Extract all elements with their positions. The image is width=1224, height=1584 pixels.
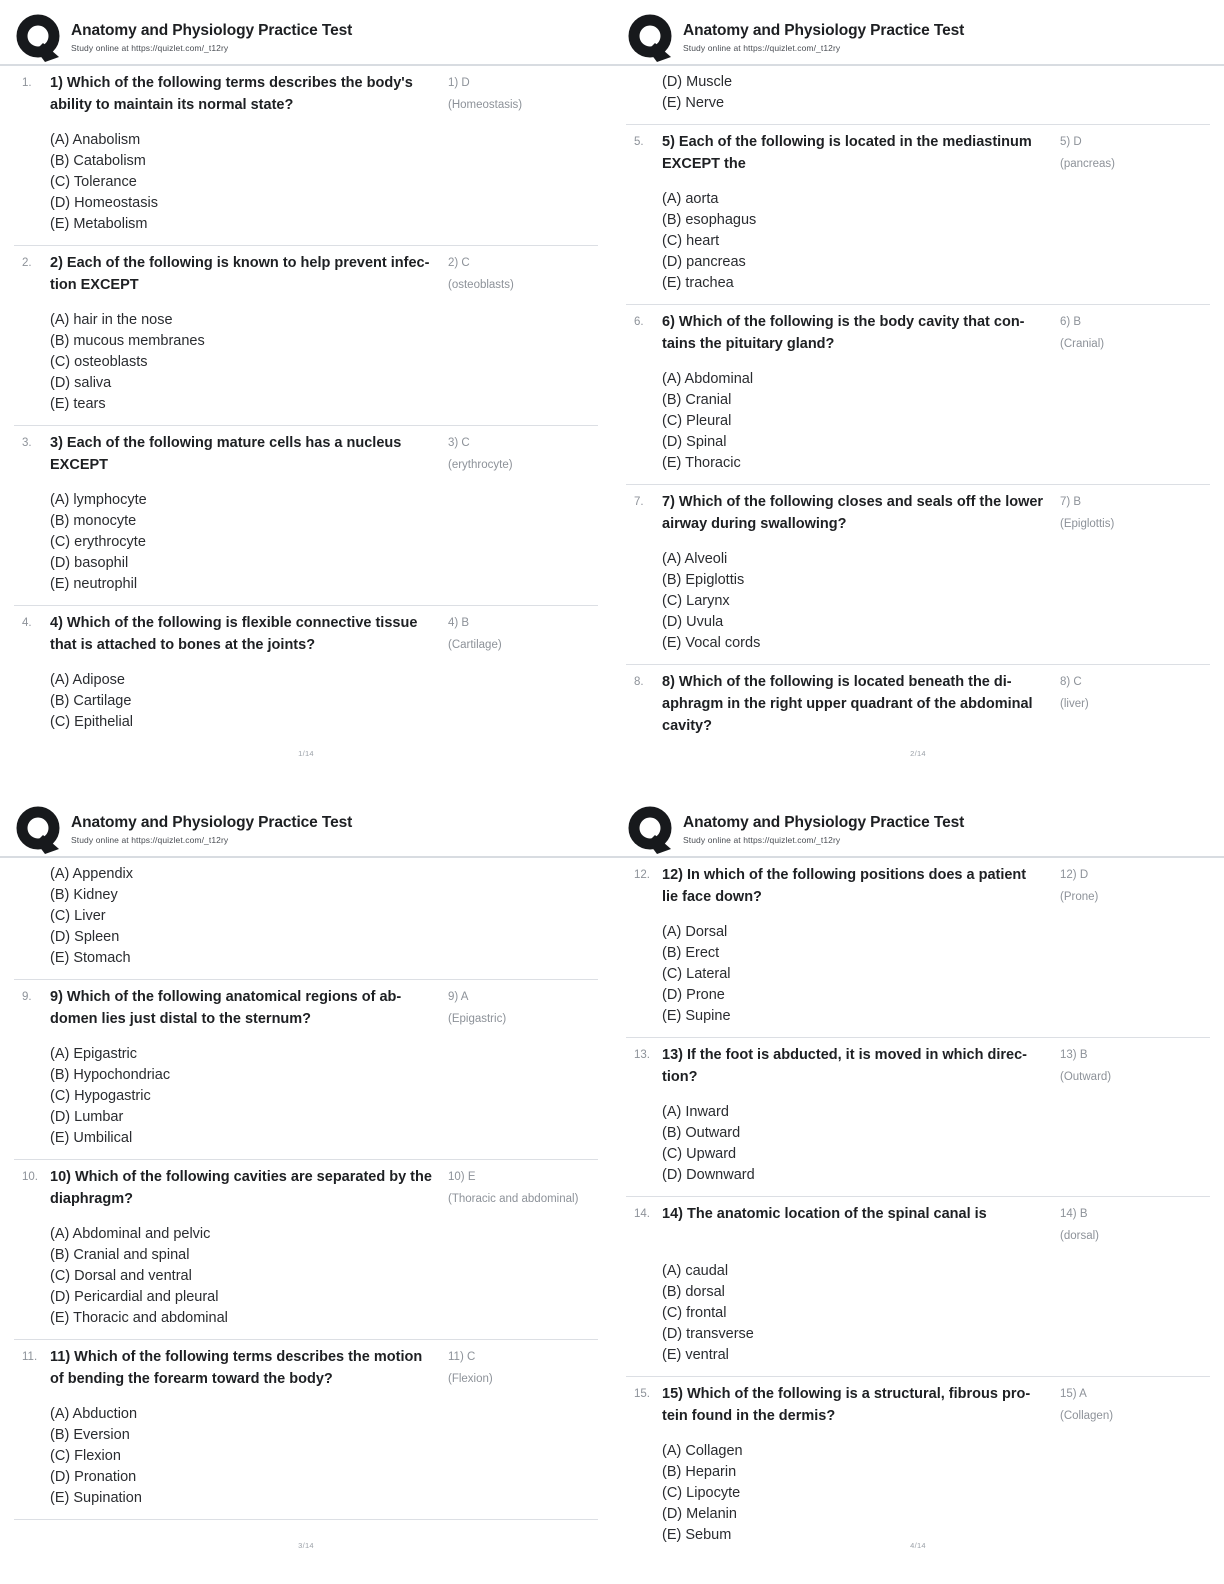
page-content <box>612 858 1224 1556</box>
question-margin-number: 1. <box>22 77 32 89</box>
answer-note: (pancreas) <box>1060 158 1115 170</box>
question-margin-number: 15. <box>634 1388 650 1400</box>
option-line: (B) Outward <box>662 1125 741 1141</box>
options-list <box>662 922 1058 1027</box>
question-margin-number: 6. <box>634 316 644 328</box>
answer-letter: 15) A <box>1060 1388 1087 1400</box>
answer-key <box>1058 311 1210 355</box>
answer-note: (Collagen) <box>1060 1410 1114 1422</box>
option-line: (D) Pericardial and pleural <box>50 1289 219 1305</box>
answer-note: (liver) <box>1060 698 1089 710</box>
question-block <box>14 425 598 605</box>
options-list <box>50 1224 446 1329</box>
option-line: (E) Umbilical <box>50 1130 133 1146</box>
question-block <box>14 1339 598 1519</box>
option-line: (E) trachea <box>662 275 734 291</box>
question-margin-number: 13. <box>634 1049 650 1061</box>
options-list <box>662 72 1058 114</box>
option-line: (E) Metabolism <box>50 216 148 232</box>
option-line: (B) Heparin <box>662 1464 737 1480</box>
option-line: (A) Appendix <box>50 866 134 882</box>
question-text <box>50 1346 446 1390</box>
page-1 <box>0 0 612 792</box>
question-text <box>50 612 446 656</box>
option-line: (C) Liver <box>50 908 106 924</box>
question-text-line: cavity? <box>662 718 712 734</box>
option-line: (A) Alveoli <box>662 551 728 567</box>
options-list <box>662 189 1058 294</box>
option-line: (D) saliva <box>50 375 112 391</box>
options-list <box>50 864 446 969</box>
option-line: (E) Supination <box>50 1490 142 1506</box>
question-text-line: 9) Which of the following anatomical regions of ab- <box>50 989 402 1005</box>
question-margin-number: 3. <box>22 437 32 449</box>
question-margin-number: 2. <box>22 257 32 269</box>
option-line: (C) Flexion <box>50 1448 121 1464</box>
option-line: (B) Cranial <box>662 392 732 408</box>
option-line: (B) dorsal <box>662 1284 725 1300</box>
option-line: (C) Tolerance <box>50 174 137 190</box>
continuation-block <box>14 858 598 979</box>
answer-note: (Homeostasis) <box>448 99 523 111</box>
page-number: 4/14 <box>910 1541 926 1550</box>
answer-note: (Cranial) <box>1060 338 1105 350</box>
page-4 <box>612 792 1224 1584</box>
option-line: (C) Pleural <box>662 413 732 429</box>
practice-test-title: Anatomy and Physiology Practice Test <box>71 22 353 39</box>
option-line: (C) Lipocyte <box>662 1485 741 1501</box>
question-text <box>662 1383 1058 1427</box>
study-online-link[interactable]: Study online at https://quizlet.com/_t12ry <box>71 43 229 53</box>
option-line: (E) Thoracic <box>662 455 741 471</box>
option-line: (E) Supine <box>662 1008 731 1024</box>
answer-note: (dorsal) <box>1060 1230 1099 1242</box>
question-block <box>14 605 598 743</box>
option-line: (E) neutrophil <box>50 576 138 592</box>
question-text <box>662 864 1058 908</box>
question-text <box>50 1166 446 1210</box>
option-line: (C) erythrocyte <box>50 534 146 550</box>
question-text-line: of bending the forearm toward the body? <box>50 1371 333 1387</box>
question-text <box>662 131 1058 175</box>
question-text <box>662 1203 1058 1247</box>
quizlet-q-logo-icon <box>14 806 62 854</box>
option-line: (D) Uvula <box>662 614 724 630</box>
option-line: (B) esophagus <box>662 212 757 228</box>
study-online-link[interactable]: Study online at https://quizlet.com/_t12ry <box>683 43 841 53</box>
answer-key <box>446 1166 598 1210</box>
question-margin-number: 7. <box>634 496 644 508</box>
option-line: (B) Erect <box>662 945 720 961</box>
question-text-line: tein found in the dermis? <box>662 1408 836 1424</box>
page-header <box>612 14 1224 66</box>
answer-letter: 1) D <box>448 77 470 89</box>
option-line: (E) Thoracic and abdominal <box>50 1310 228 1326</box>
question-text-line: EXCEPT the <box>662 156 746 172</box>
answer-note: (Flexion) <box>448 1373 493 1385</box>
page-3 <box>0 792 612 1584</box>
option-line: (C) Lateral <box>662 966 731 982</box>
answer-note: (osteoblasts) <box>448 279 514 291</box>
option-line: (A) hair in the nose <box>50 312 173 328</box>
options-list <box>662 1441 1058 1546</box>
question-margin-number: 12. <box>634 869 650 881</box>
question-text-line: 10) Which of the following cavities are separated by the <box>50 1169 432 1185</box>
question-block <box>626 1037 1210 1196</box>
question-text <box>50 72 446 116</box>
option-line: (E) Stomach <box>50 950 131 966</box>
option-line: (A) Abduction <box>50 1406 138 1422</box>
answer-key <box>1058 491 1210 535</box>
option-line: (A) Abdominal and pelvic <box>50 1226 211 1242</box>
question-block <box>14 1159 598 1339</box>
page-content <box>0 66 612 743</box>
answer-letter: 6) B <box>1060 316 1082 328</box>
option-line: (A) aorta <box>662 191 719 207</box>
question-text <box>662 1044 1058 1088</box>
question-text-line: 5) Each of the following is located in the mediastinum <box>662 134 1032 150</box>
answer-key <box>1058 1383 1210 1427</box>
question-block <box>626 664 1210 747</box>
question-text <box>50 432 446 476</box>
question-text-line: tion? <box>662 1069 698 1085</box>
page-header <box>0 14 612 66</box>
page-number: 2/14 <box>910 749 926 758</box>
options-list <box>50 130 446 235</box>
practice-test-title: Anatomy and Physiology Practice Test <box>683 22 965 39</box>
option-line: (D) Melanin <box>662 1506 737 1522</box>
question-text-line: 4) Which of the following is flexible connective tissue <box>50 615 418 631</box>
quizlet-q-logo-icon <box>14 14 62 62</box>
answer-key <box>1058 1203 1210 1247</box>
answer-letter: 12) D <box>1060 869 1089 881</box>
question-text-line: 13) If the foot is abducted, it is moved in which direc- <box>662 1047 1027 1063</box>
question-text <box>662 671 1058 737</box>
answer-letter: 3) C <box>448 437 470 449</box>
answer-key <box>446 252 598 296</box>
answer-letter: 2) C <box>448 257 470 269</box>
page-number: 1/14 <box>298 749 314 758</box>
answer-letter: 10) E <box>448 1171 476 1183</box>
question-block <box>626 1376 1210 1556</box>
options-list <box>662 369 1058 474</box>
option-line: (B) mucous membranes <box>50 333 205 349</box>
option-line: (E) Sebum <box>662 1527 732 1543</box>
answer-note: (Epigastric) <box>448 1013 507 1025</box>
option-line: (E) Vocal cords <box>662 635 761 651</box>
page-content <box>612 66 1224 747</box>
question-margin-number: 14. <box>634 1208 650 1220</box>
question-text-line: 7) Which of the following closes and seals off the lower <box>662 494 1044 510</box>
answer-letter: 13) B <box>1060 1049 1088 1061</box>
answer-key <box>446 612 598 656</box>
page-header <box>612 806 1224 858</box>
option-line: (A) Dorsal <box>662 924 728 940</box>
option-line: (A) Abdominal <box>662 371 754 387</box>
question-text-line: 8) Which of the following is located beneath the di- <box>662 674 1012 690</box>
answer-key <box>446 1346 598 1390</box>
question-block <box>14 245 598 425</box>
question-margin-number: 10. <box>22 1171 38 1183</box>
question-text-line: 3) Each of the following mature cells has a nucleus <box>50 435 402 451</box>
page-header <box>0 806 612 858</box>
option-line: (A) Collagen <box>662 1443 743 1459</box>
question-text-line: tion EXCEPT <box>50 277 139 293</box>
answer-note: (Outward) <box>1060 1071 1112 1083</box>
answer-key <box>1058 131 1210 175</box>
answer-key <box>1058 671 1210 737</box>
option-line: (B) Hypochondriac <box>50 1067 171 1083</box>
answer-note: (erythrocyte) <box>448 459 513 471</box>
question-text <box>50 986 446 1030</box>
option-line: (D) Lumbar <box>50 1109 124 1125</box>
practice-test-title: Anatomy and Physiology Practice Test <box>683 814 965 831</box>
option-line: (D) Muscle <box>662 74 733 90</box>
options-list <box>662 549 1058 654</box>
page-number: 3/14 <box>298 1541 314 1550</box>
page-2 <box>612 0 1224 792</box>
option-line: (D) Spleen <box>50 929 120 945</box>
question-text-line: domen lies just distal to the sternum? <box>50 1011 312 1027</box>
answer-letter: 9) A <box>448 991 469 1003</box>
answer-letter: 11) C <box>448 1351 476 1363</box>
option-line: (D) transverse <box>662 1326 754 1342</box>
quizlet-q-logo-icon <box>626 806 674 854</box>
question-text-line: tains the pituitary gland? <box>662 336 835 352</box>
question-text-line: 1) Which of the following terms describes the body's <box>50 75 413 91</box>
question-text-line: EXCEPT <box>50 457 109 473</box>
question-text-line: airway during swallowing? <box>662 516 847 532</box>
option-line: (E) Nerve <box>662 95 725 111</box>
trailing-divider <box>14 1519 598 1520</box>
answer-note: (Epiglottis) <box>1060 518 1115 530</box>
question-block <box>626 1196 1210 1376</box>
option-line: (B) Cartilage <box>50 693 132 709</box>
answer-key <box>446 986 598 1030</box>
question-text-line: 12) In which of the following positions does a patient <box>662 867 1027 883</box>
answer-letter: 8) C <box>1060 676 1082 688</box>
option-line: (B) monocyte <box>50 513 137 529</box>
question-text-line: lie face down? <box>662 889 762 905</box>
question-block <box>626 124 1210 304</box>
question-margin-number: 9. <box>22 991 32 1003</box>
option-line: (A) lymphocyte <box>50 492 147 508</box>
question-block <box>626 484 1210 664</box>
option-line: (C) Larynx <box>662 593 730 609</box>
page-content <box>0 858 612 1520</box>
header-text <box>683 813 964 845</box>
continuation-block <box>626 66 1210 124</box>
option-line: (D) Pronation <box>50 1469 137 1485</box>
question-margin-number: 5. <box>634 136 644 148</box>
question-text-line: that is attached to bones at the joints? <box>50 637 316 653</box>
option-line: (C) Dorsal and ventral <box>50 1268 192 1284</box>
option-line: (B) Eversion <box>50 1427 130 1443</box>
practice-test-title: Anatomy and Physiology Practice Test <box>71 814 353 831</box>
question-text-line: aphragm in the right upper quadrant of the abdominal <box>662 696 1033 712</box>
question-margin-number: 11. <box>22 1351 38 1363</box>
question-text-line: 2) Each of the following is known to help prevent infec- <box>50 255 430 271</box>
question-block <box>626 304 1210 484</box>
options-list <box>50 310 446 415</box>
quizlet-q-logo-icon <box>626 14 674 62</box>
question-text <box>662 491 1058 535</box>
option-line: (D) Downward <box>662 1167 755 1183</box>
answer-note: (Thoracic and abdominal) <box>448 1193 579 1205</box>
options-list <box>50 670 446 733</box>
answer-note: (Cartilage) <box>448 639 502 651</box>
question-block <box>626 858 1210 1037</box>
answer-key <box>1058 864 1210 908</box>
option-line: (C) Epithelial <box>50 714 133 730</box>
question-text-line: 14) The anatomic location of the spinal canal is <box>662 1206 987 1222</box>
option-line: (B) Kidney <box>50 887 118 903</box>
options-list <box>50 490 446 595</box>
answer-letter: 14) B <box>1060 1208 1088 1220</box>
question-text-line: 15) Which of the following is a structural, fibrous pro- <box>662 1386 1031 1402</box>
header-text <box>683 21 964 53</box>
option-line: (A) Adipose <box>50 672 125 688</box>
answer-key <box>446 432 598 476</box>
option-line: (A) Anabolism <box>50 132 141 148</box>
option-line: (D) pancreas <box>662 254 746 270</box>
option-line: (D) Prone <box>662 987 725 1003</box>
option-line: (A) Inward <box>662 1104 729 1120</box>
options-list <box>662 1261 1058 1366</box>
answer-key <box>446 72 598 116</box>
option-line: (E) ventral <box>662 1347 729 1363</box>
option-line: (D) Spinal <box>662 434 727 450</box>
option-line: (D) Homeostasis <box>50 195 158 211</box>
option-line: (E) tears <box>50 396 106 412</box>
answer-note: (Prone) <box>1060 891 1099 903</box>
option-line: (B) Catabolism <box>50 153 146 169</box>
option-line: (B) Cranial and spinal <box>50 1247 190 1263</box>
option-line: (A) Epigastric <box>50 1046 138 1062</box>
option-line: (C) heart <box>662 233 720 249</box>
question-block <box>14 66 598 245</box>
options-list <box>662 1102 1058 1186</box>
answer-letter: 7) B <box>1060 496 1082 508</box>
option-line: (B) Epiglottis <box>662 572 745 588</box>
options-list <box>50 1044 446 1149</box>
header-text <box>71 21 352 53</box>
option-line: (C) Upward <box>662 1146 737 1162</box>
answer-letter: 4) B <box>448 617 470 629</box>
option-line: (C) osteoblasts <box>50 354 148 370</box>
option-line: (A) caudal <box>662 1263 729 1279</box>
question-text-line: diaphragm? <box>50 1191 133 1207</box>
question-block <box>14 979 598 1159</box>
answer-key <box>1058 1044 1210 1088</box>
option-line: (D) basophil <box>50 555 129 571</box>
question-margin-number: 8. <box>634 676 644 688</box>
option-line: (C) Hypogastric <box>50 1088 151 1104</box>
header-text <box>71 813 352 845</box>
question-text <box>50 252 446 296</box>
study-online-link[interactable]: Study online at https://quizlet.com/_t12ry <box>71 835 229 845</box>
question-text-line: 6) Which of the following is the body cavity that con- <box>662 314 1025 330</box>
question-margin-number: 4. <box>22 617 32 629</box>
study-online-link[interactable]: Study online at https://quizlet.com/_t12ry <box>683 835 841 845</box>
answer-letter: 5) D <box>1060 136 1082 148</box>
question-text-line: ability to maintain its normal state? <box>50 97 294 113</box>
options-list <box>50 1404 446 1509</box>
option-line: (C) frontal <box>662 1305 727 1321</box>
question-text <box>662 311 1058 355</box>
question-text-line: 11) Which of the following terms describes the motion <box>50 1349 423 1365</box>
